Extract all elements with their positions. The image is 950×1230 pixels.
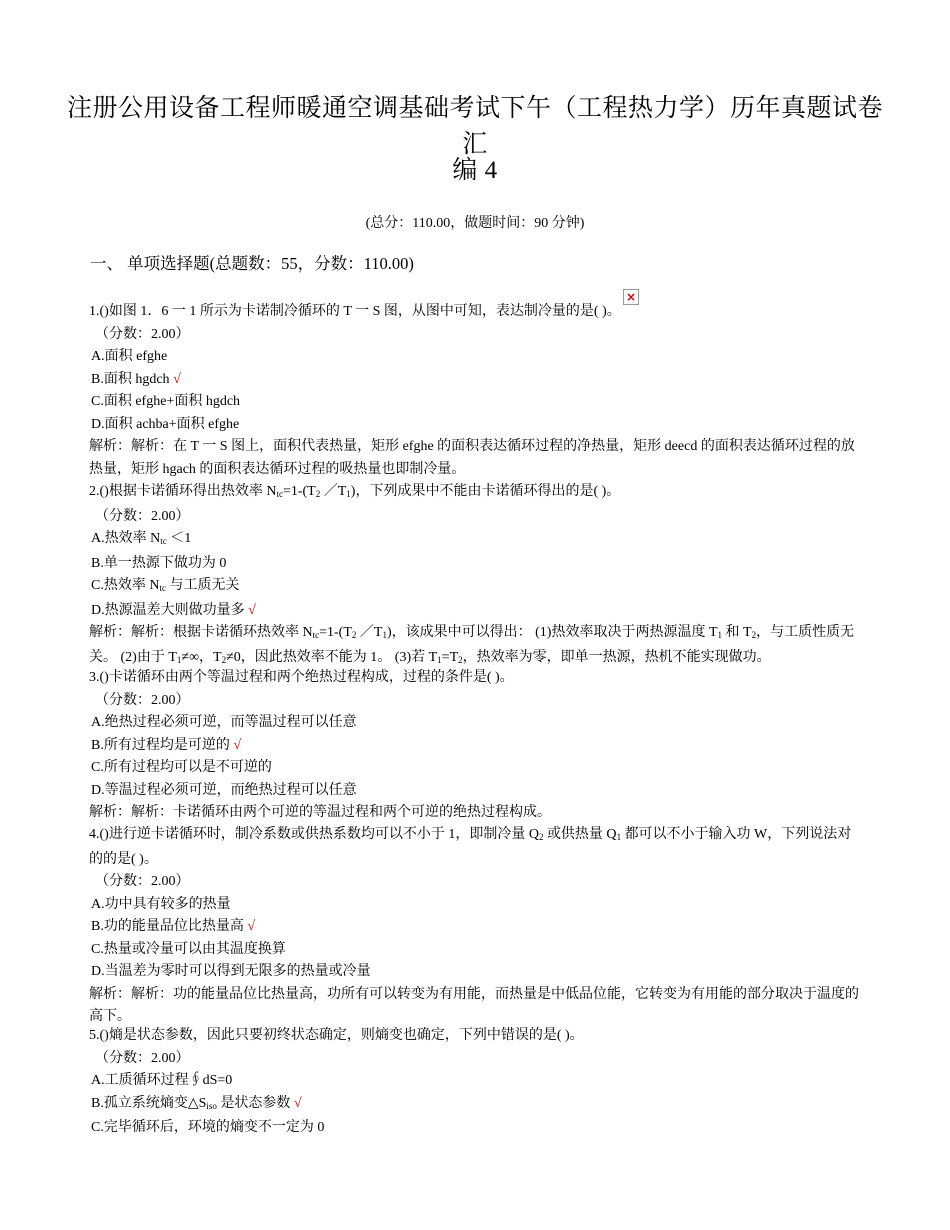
option-c: C.面积 efghe+面积 hgdch <box>91 394 241 409</box>
question-score: （分数：2.00） <box>95 508 190 524</box>
option-d: D.等温过程必须可逆，而绝热过程可以任意 <box>91 782 357 798</box>
question-score: （分数：2.00） <box>95 326 190 342</box>
question-stem: 5.()熵是状态参数，因此只要初终状态确定，则熵变也确定，下列中错误的是( )。 <box>89 1028 584 1043</box>
question-score: （分数：2.00） <box>95 874 190 889</box>
option-b: B.单一热源下做功为 0 <box>91 555 227 571</box>
question-2 <box>89 481 863 671</box>
option-a: A.工质循环过程∮dS=0 <box>91 1073 233 1088</box>
document-title-line-1: 注册公用设备工程师暖通空调基础考试下午（工程热力学）历年真题试卷汇 <box>66 95 883 158</box>
section-heading: 一、 单项选择题(总题数：55，分数：110.00) <box>90 254 414 273</box>
correct-check-icon: √ <box>173 371 181 387</box>
option-d: D.热源温差大则做功量多 √ <box>91 602 256 618</box>
question-1 <box>89 301 863 481</box>
option-a: A.绝热过程必须可逆，而等温过程可以任意 <box>91 715 357 730</box>
option-b: B.功的能量品位比热量高 √ <box>91 919 256 934</box>
question-stem: 3.()卡诺循环由两个等温过程和两个绝热过程构成，过程的条件是( )。 <box>89 670 514 685</box>
option-a: A.面积 efghe <box>91 349 168 364</box>
analysis: 解析：解析：功的能量品位比热量高，功所有可以转变为有用能，而热量是中低品位能，它转变为有用能的部分取决于温度的高下。 <box>89 986 859 1024</box>
option-a: A.热效率 $N_{tc} <1$ <box>91 531 192 546</box>
broken-image-icon: × <box>623 289 639 305</box>
question-stem: 4.()进行逆卡诺循环时，制冷系数或供热系数均可以不小于 1，即制冷量 $Q_2$ 或供热量 $Q_1$ 都可以不小于输入功 W，下列说法对的的是( )。 <box>89 827 852 867</box>
analysis: 解析：解析：卡诺循环由两个可逆的等温过程和两个可逆的绝热过程构成。 <box>89 805 551 820</box>
option-c: C.完毕循环后，环境的熵变不一定为 0 <box>91 1120 325 1135</box>
exam-meta: (总分：110.00，做题时间：90 分钟) <box>365 216 585 231</box>
option-b: B.面积 hgdch √ <box>91 371 181 387</box>
analysis: 解析：解析：根据卡诺循环热效率 $N_{tc}=1-(T_2$ $/T_1$)，该成果中可以得出： (1)热效率取决于两热源温度 $T_1$ 和 $T_2$，与工质性质无关。 (2)由于 $T_1\ne\infty$，$T_2\ne 0$，因此热效率不能为 1。 (3)若 $T_1=T_2$，热效率为零，即单一热源，热机不能实现做功。 <box>89 625 855 665</box>
option-b: B.所有过程均是可逆的 √ <box>91 737 242 753</box>
option-d: D.当温差为零时可以得到无限多的热量或冷量 <box>91 964 371 979</box>
correct-check-icon: √ <box>247 919 256 934</box>
analysis: 解析：解析：在 T 一 S 图上，面积代表热量，矩形 efghe 的面积表达循环过程的净热量，矩形 deecd 的面积表达循环过程的放热量，矩形 hgach 的面积表达循环过程的吸热量也即制冷量。 <box>89 439 855 477</box>
option-b: B.孤立系统熵变$\triangle S_{iso}$ 是状态参数 √ <box>91 1095 302 1111</box>
option-d: D.面积 achba+面积 efghe <box>91 416 240 432</box>
question-score: （分数：2.00） <box>95 692 190 708</box>
question-3 <box>89 667 863 825</box>
question-4 <box>89 824 863 1029</box>
question-score: （分数：2.00） <box>95 1050 190 1066</box>
document-title-line-2: 编 4 <box>452 157 498 184</box>
correct-check-icon: √ <box>233 737 242 753</box>
question-stem: 2.()根据卡诺循环得出热效率 $N_{tc}=1-(T_2$ $/T_1$)，下列成果中不能由卡诺循环得出的是( )。 <box>89 484 621 499</box>
question-stem: 1.()如图 1．6 一 1 所示为卡诺制冷循环的 T 一 S 图，从图中可知，表达制冷量的是( )。 <box>89 304 621 319</box>
correct-check-icon: √ <box>248 602 256 618</box>
question-5 <box>89 1025 863 1140</box>
option-c: C.热效率 $N_{tc}$ 与工质无关 <box>91 578 240 593</box>
option-a: A.功中具有较多的热量 <box>91 896 231 912</box>
option-c: C.热量或冷量可以由其温度换算 <box>91 941 286 957</box>
correct-check-icon: √ <box>293 1095 302 1111</box>
option-c: C.所有过程均可以是不可逆的 <box>91 760 272 775</box>
